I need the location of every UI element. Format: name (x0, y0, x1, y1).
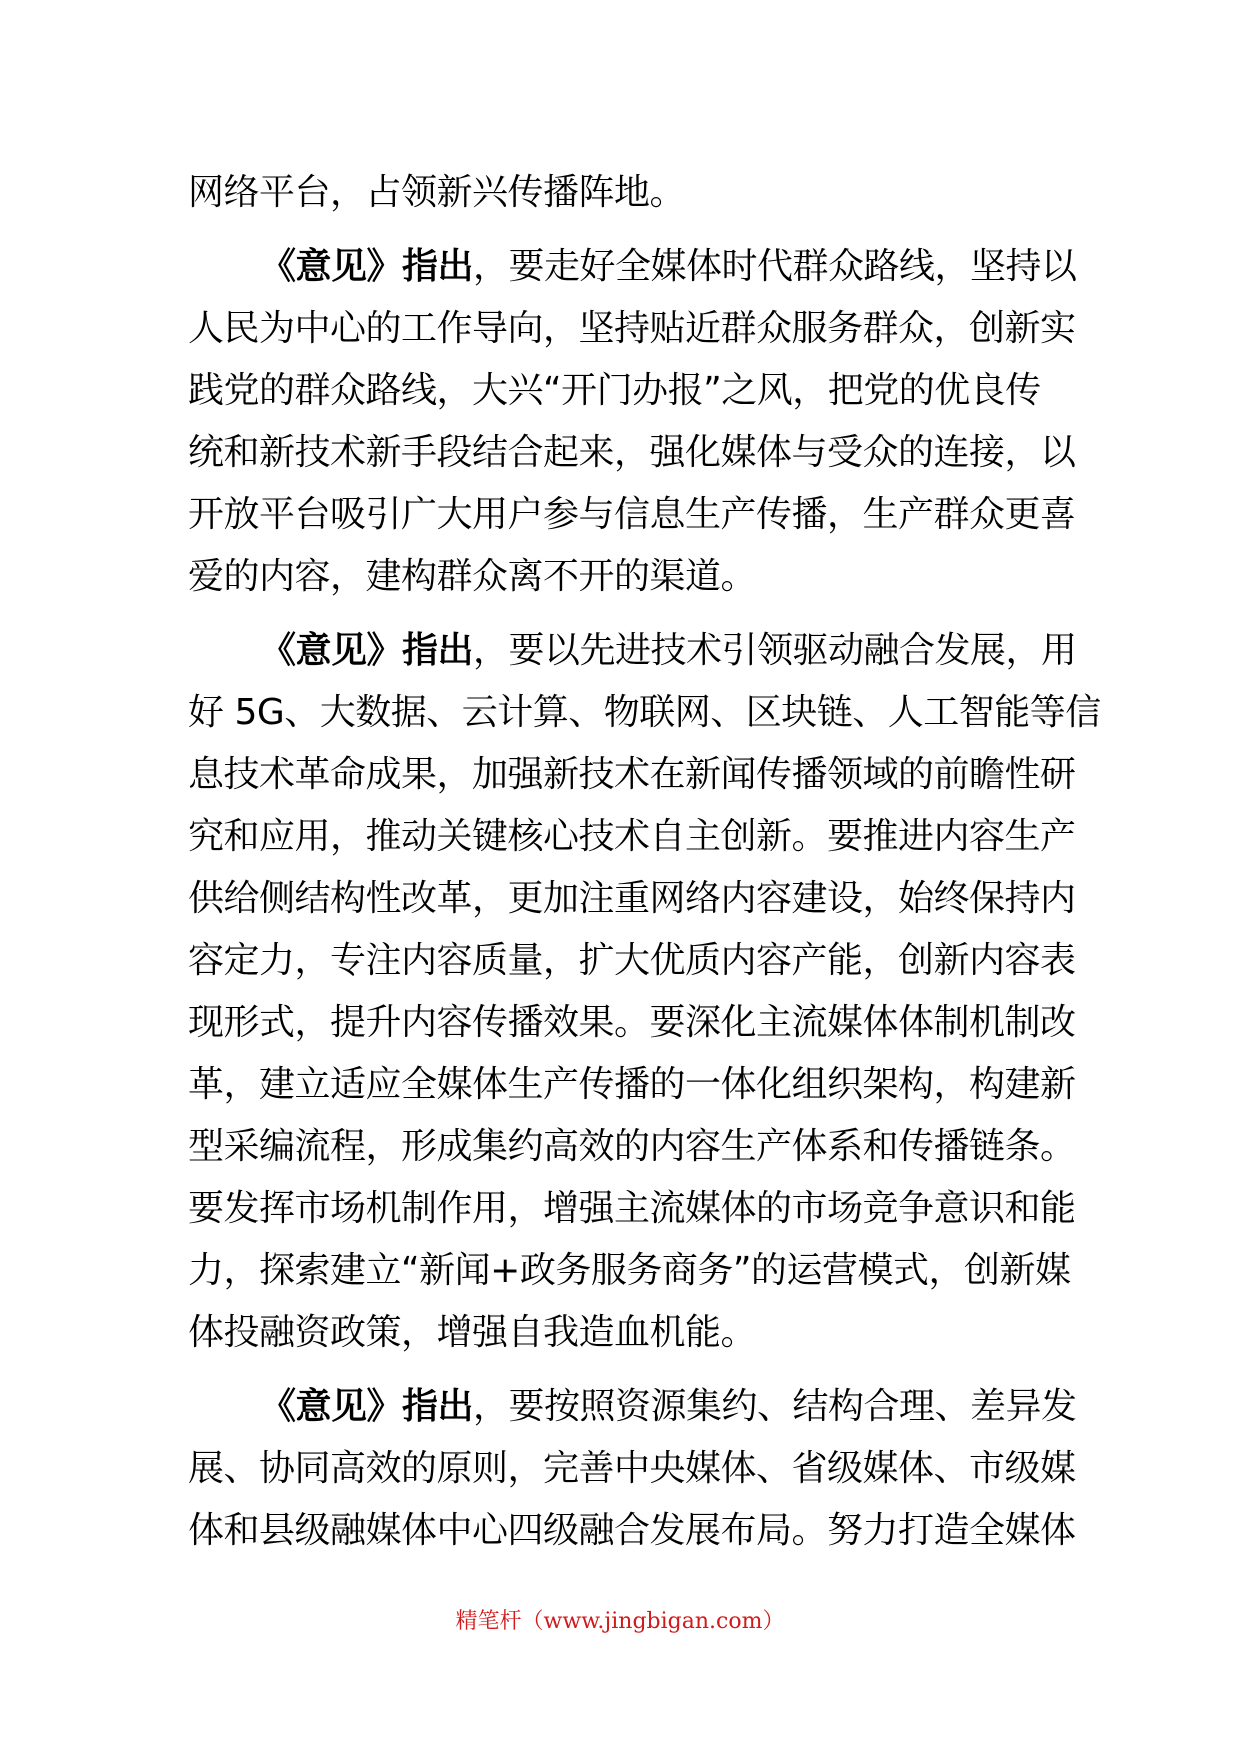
text-line: 革，建立适应全媒体生产传播的一体化组织架构，构建新 (188, 1064, 1076, 1105)
text-line: 网络平台，占领新兴传播阵地。 (188, 172, 686, 213)
document-body (188, 162, 1101, 1562)
text-line-rest: ，要走好全媒体时代群众路线，坚持以 (473, 246, 1077, 287)
text-line: 息技术革命成果，加强新技术在新闻传播领域的前瞻性研 (188, 754, 1076, 795)
paragraph (188, 1376, 1077, 1562)
text-line: 开放平台吸引广大用户参与信息生产传播，生产群众更喜 (188, 494, 1076, 535)
text-line-rest: ，要按照资源集约、结构合理、差异发 (473, 1386, 1077, 1427)
text-line: 统和新技术新手段结合起来，强化媒体与受众的连接，以 (188, 432, 1076, 473)
text-line-rest: ，要以先进技术引领驱动融合发展，用 (473, 630, 1077, 671)
text-line: 人民为中心的工作导向，坚持贴近群众服务群众，创新实 (188, 308, 1076, 349)
text-line: 型采编流程，形成集约高效的内容生产体系和传播链条。 (188, 1126, 1076, 1167)
text-line: 爱的内容，建构群众离不开的渠道。 (188, 556, 757, 597)
text-line (188, 1376, 1077, 1438)
paragraph-lead: 《意见》指出 (260, 246, 474, 287)
text-line: 体和县级融媒体中心四级融合发展布局。努力打造全媒体 (188, 1510, 1076, 1551)
paragraph (188, 162, 1058, 224)
footer-watermark: 精笔杆（www.jingbigan.com） (455, 1609, 785, 1634)
text-line: 要发挥市场机制作用，增强主流媒体的市场竞争意识和能 (188, 1188, 1076, 1229)
text-line: 好 5G、大数据、云计算、物联网、区块链、人工智能等信 (188, 692, 1101, 733)
text-line: 究和应用，推动关键核心技术自主创新。要推进内容生产 (188, 816, 1076, 857)
text-line: 践党的群众路线，大兴“开门办报”之风，把党的优良传 (188, 370, 1041, 411)
text-line: 展、协同高效的原则，完善中央媒体、省级媒体、市级媒 (188, 1448, 1076, 1489)
text-line: 现形式，提升内容传播效果。要深化主流媒体体制机制改 (188, 1002, 1076, 1043)
text-line: 容定力，专注内容质量，扩大优质内容产能，创新内容表 (188, 940, 1076, 981)
text-line (188, 620, 1077, 682)
paragraph-lead: 《意见》指出 (260, 630, 474, 671)
text-line: 供给侧结构性改革，更加注重网络内容建设，始终保持内 (188, 878, 1076, 919)
text-line: 力，探索建立“新闻+政务服务商务”的运营模式，创新媒 (188, 1250, 1071, 1291)
paragraph-lead: 《意见》指出 (260, 1386, 474, 1427)
paragraph (188, 620, 1101, 1364)
text-line: 体投融资政策，增强自我造血机能。 (188, 1312, 757, 1353)
paragraph (188, 236, 1077, 608)
text-line (188, 236, 1077, 298)
